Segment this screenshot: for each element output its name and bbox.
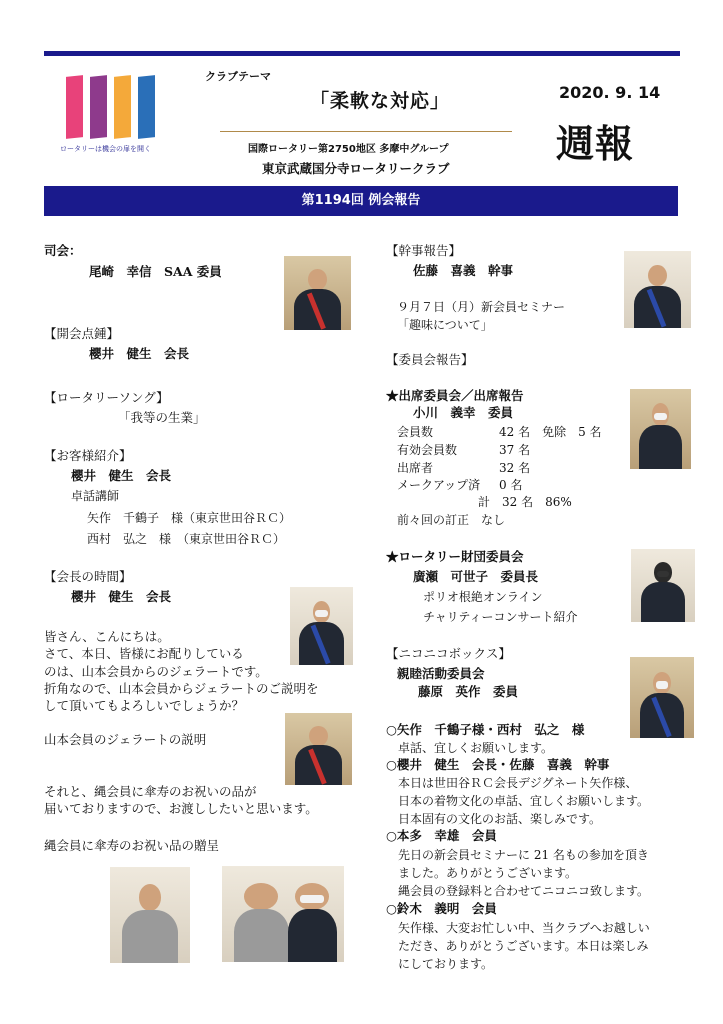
photo-president	[290, 587, 353, 665]
att-row-value: 37 名	[499, 443, 531, 457]
secretary-text-2: 「趣味について」	[397, 318, 493, 332]
att-row-label: 出席者	[397, 461, 434, 475]
president-text-2: さて、本日、皆様にお配りしている	[44, 646, 244, 661]
att-row-value: 42 名 免除 5 名	[499, 425, 602, 439]
att-row-label: 有効会員数	[397, 443, 458, 457]
foundation-heading: ★ロータリー財団委員会	[386, 549, 524, 564]
secretary-name: 佐藤 喜義 幹事	[413, 263, 514, 278]
theme-label: クラブテーマ	[205, 70, 271, 83]
nico-entry-line: 矢作様、大変お忙しい中、当クラブへお越しい	[398, 921, 650, 935]
nico-entry-line: にしております。	[398, 957, 494, 971]
foundation-text-2: チャリティーコンサート紹介	[423, 610, 578, 624]
gift-text-2: 届いておりますので、お渡ししたいと思います。	[44, 801, 318, 816]
bell-name: 櫻井 健生 会長	[89, 346, 190, 361]
attendance-correction: 前々回の訂正 なし	[397, 513, 506, 527]
nico-entry-line: 卓話、宜しくお願いします。	[398, 741, 554, 755]
nico-entry-name: ○矢作 千鶴子様・西村 弘之 様	[386, 722, 585, 737]
club-name: 東京武蔵国分寺ロータリークラブ	[262, 161, 450, 176]
door-purple-icon	[90, 75, 107, 139]
photo-secretary	[624, 251, 691, 328]
guest-role: 卓話講師	[71, 489, 120, 503]
logo-caption: ロータリーは機会の扉を開く	[60, 145, 151, 153]
photo-mc	[284, 256, 351, 330]
att-row-label: メークアップ済	[397, 478, 481, 492]
page-title: 週報	[556, 122, 635, 166]
president-text-1: 皆さん、こんにちは。	[44, 629, 170, 644]
president-text-3: のは、山本会員からのジェラートです。	[44, 664, 268, 679]
nico-entry-line: ただき、ありがとうございます。本日は楽しみ	[398, 939, 649, 953]
nico-name: 藤原 英作 委員	[418, 684, 519, 699]
nico-entry-name: ○櫻井 健生 会長・佐藤 喜義 幹事	[386, 757, 610, 772]
bell-heading: 【開会点鍾】	[44, 326, 120, 341]
guest-1: 矢作 千鶴子 様（東京世田谷ＲＣ）	[87, 511, 292, 525]
attendance-name: 小川 義幸 委員	[413, 405, 514, 420]
photo-gift-1	[110, 867, 190, 963]
gift-text-1: それと、縄会員に傘寿のお祝いの品が	[44, 784, 257, 799]
mc-name: 尾崎 幸信 SAA 委員	[89, 264, 222, 279]
gift-caption: 縄会員に傘寿のお祝い品の贈呈	[44, 838, 220, 853]
meeting-banner: 第1194回 例会報告	[44, 186, 678, 216]
nico-heading: 【ニコニコボックス】	[386, 646, 511, 661]
nico-entry-line: 縄会員の登録料と合わせてニコニコ致します。	[398, 884, 650, 898]
club-theme: 「柔軟な対応」	[310, 90, 451, 112]
door-pink-icon	[66, 75, 83, 139]
nico-entry-line: 本日は世田谷ＲＣ会長デジグネート矢作様、	[398, 776, 638, 790]
header-divider	[220, 131, 512, 132]
attendance-total: 計 32 名 86%	[478, 495, 572, 509]
nico-entry-line: 先日の新会員セミナーに 21 名もの参加を頂き	[398, 848, 649, 862]
president-heading: 【会長の時間】	[44, 569, 132, 584]
song-heading: 【ロータリーソング】	[44, 390, 169, 405]
att-row-label: 会員数	[397, 425, 434, 439]
door-orange-icon	[114, 75, 131, 139]
attendance-heading: ★出席委員会／出席報告	[386, 388, 524, 403]
nico-committee: 親睦活動委員会	[397, 666, 485, 681]
door-blue-icon	[138, 75, 155, 139]
photo-nico	[630, 657, 694, 738]
secretary-text-1: ９月７日（月）新会員セミナー	[397, 300, 566, 314]
photo-gift-2	[222, 866, 344, 962]
issue-date: 2020. 9. 14	[559, 83, 661, 102]
club-logo	[64, 70, 160, 155]
att-row-value: 32 名	[499, 461, 531, 475]
photo-yamamoto	[285, 713, 352, 785]
guest-2: 西村 弘之 様 （東京世田谷ＲＣ）	[87, 532, 286, 546]
att-row-value: 0 名	[499, 478, 523, 492]
mc-heading: 司会：	[44, 243, 82, 258]
gelato-caption: 山本会員のジェラートの説明	[44, 732, 207, 747]
guest-heading: 【お客様紹介】	[44, 448, 132, 463]
district-line: 国際ロータリー第2750地区 多摩中グループ	[248, 144, 449, 155]
nico-entry-line: 日本の着物文化の卓話、宜しくお願いします。	[398, 794, 650, 808]
nico-entry-name: ○本多 幸雄 会員	[386, 828, 497, 843]
foundation-text-1: ポリオ根絶オンライン	[423, 590, 543, 604]
president-text-5: して頂いてもよろしいでしょうか？	[44, 698, 245, 713]
photo-foundation	[631, 549, 695, 622]
photo-attendance	[630, 389, 691, 469]
top-rule	[44, 51, 680, 56]
song-title: 「我等の生業」	[118, 410, 206, 425]
nico-entry-name: ○鈴木 義明 会員	[386, 901, 497, 916]
committee-heading: 【委員会報告】	[386, 352, 474, 367]
nico-entry-line: ました。ありがとうございます。	[398, 866, 578, 880]
guest-presenter: 櫻井 健生 会長	[71, 468, 172, 483]
foundation-name: 廣瀬 可世子 委員長	[413, 569, 539, 584]
nico-entry-line: 日本固有の文化のお話、楽しみです。	[398, 812, 602, 826]
president-name: 櫻井 健生 会長	[71, 589, 172, 604]
secretary-heading: 【幹事報告】	[386, 243, 462, 258]
president-text-4: 折角なので、山本会員からジェラートのご説明を	[44, 681, 319, 696]
